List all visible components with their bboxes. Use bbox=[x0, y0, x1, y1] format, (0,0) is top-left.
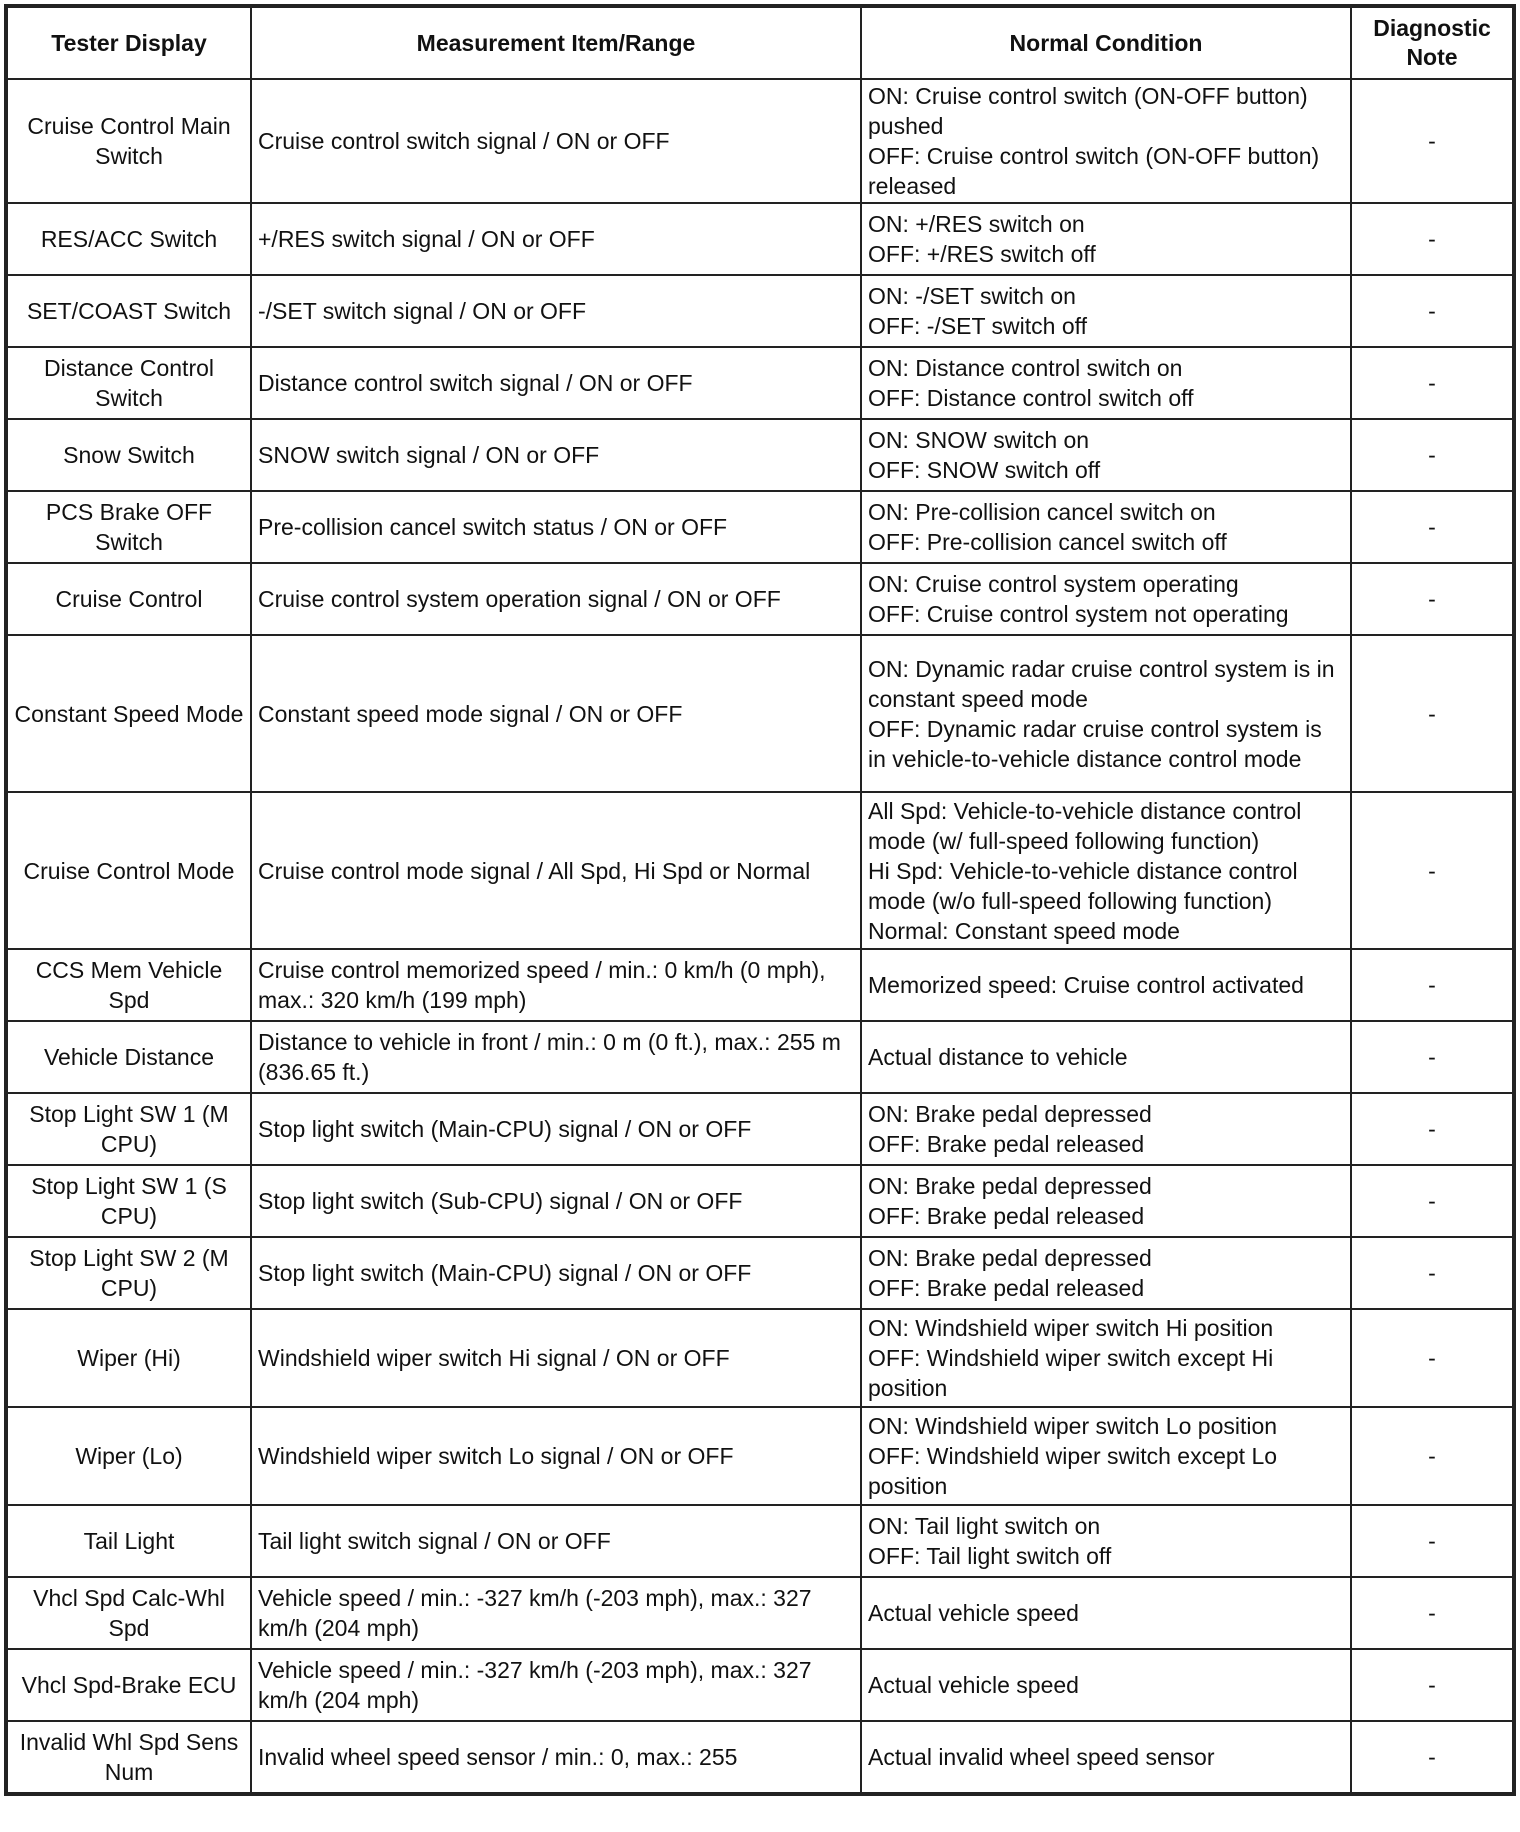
normal-condition-cell: ON: Distance control switch on OFF: Distance control switch off bbox=[861, 347, 1351, 419]
table-row bbox=[7, 1577, 1513, 1649]
tester-display-cell: SET/COAST Switch bbox=[7, 275, 251, 347]
tester-display-cell: Wiper (Hi) bbox=[7, 1309, 251, 1407]
diagnostic-note-cell: - bbox=[1351, 79, 1513, 203]
measurement-cell: Pre-collision cancel switch status / ON or OFF bbox=[251, 491, 861, 563]
diagnostic-note-cell: - bbox=[1351, 275, 1513, 347]
table-row bbox=[7, 1093, 1513, 1165]
table-header bbox=[7, 7, 1513, 79]
diagnostic-note-cell: - bbox=[1351, 1721, 1513, 1793]
measurement-cell: Invalid wheel speed sensor / min.: 0, max.: 255 bbox=[251, 1721, 861, 1793]
header-diagnostic-note: Diagnostic Note bbox=[1351, 7, 1513, 79]
tester-display-cell: Vhcl Spd Calc-Whl Spd bbox=[7, 1577, 251, 1649]
tester-display-cell: Invalid Whl Spd Sens Num bbox=[7, 1721, 251, 1793]
table-row bbox=[7, 1309, 1513, 1407]
tester-display-cell: Stop Light SW 1 (M CPU) bbox=[7, 1093, 251, 1165]
diagnostic-note-cell: - bbox=[1351, 1021, 1513, 1093]
table-row bbox=[7, 1649, 1513, 1721]
measurement-cell: Stop light switch (Sub-CPU) signal / ON or OFF bbox=[251, 1165, 861, 1237]
measurement-cell: Cruise control memorized speed / min.: 0 km/h (0 mph), max.: 320 km/h (199 mph) bbox=[251, 949, 861, 1021]
measurement-cell: Cruise control system operation signal / ON or OFF bbox=[251, 563, 861, 635]
measurement-cell: SNOW switch signal / ON or OFF bbox=[251, 419, 861, 491]
measurement-cell: Distance to vehicle in front / min.: 0 m (0 ft.), max.: 255 m (836.65 ft.) bbox=[251, 1021, 861, 1093]
header-row bbox=[7, 7, 1513, 79]
normal-condition-cell: ON: -/SET switch on OFF: -/SET switch off bbox=[861, 275, 1351, 347]
table-row bbox=[7, 79, 1513, 203]
normal-condition-cell: Memorized speed: Cruise control activated bbox=[861, 949, 1351, 1021]
measurement-cell: Stop light switch (Main-CPU) signal / ON or OFF bbox=[251, 1093, 861, 1165]
normal-condition-cell: ON: Brake pedal depressed OFF: Brake pedal released bbox=[861, 1165, 1351, 1237]
normal-condition-cell: ON: Brake pedal depressed OFF: Brake pedal released bbox=[861, 1237, 1351, 1309]
header-normal-condition: Normal Condition bbox=[861, 7, 1351, 79]
diagnostic-note-cell: - bbox=[1351, 1505, 1513, 1577]
table-row bbox=[7, 275, 1513, 347]
tester-display-cell: Cruise Control Mode bbox=[7, 792, 251, 949]
table-row bbox=[7, 563, 1513, 635]
tester-display-cell: CCS Mem Vehicle Spd bbox=[7, 949, 251, 1021]
diagnostic-data-table bbox=[6, 6, 1514, 1794]
tester-display-cell: Constant Speed Mode bbox=[7, 635, 251, 792]
normal-condition-cell: ON: Tail light switch on OFF: Tail light switch off bbox=[861, 1505, 1351, 1577]
normal-condition-cell: All Spd: Vehicle-to-vehicle distance control mode (w/ full-speed following function) Hi Spd: Vehicle-to-vehicle distance control mode (w/o full-speed following function) Normal: Constant speed mode bbox=[861, 792, 1351, 949]
measurement-cell: Cruise control mode signal / All Spd, Hi Spd or Normal bbox=[251, 792, 861, 949]
measurement-cell: Vehicle speed / min.: -327 km/h (-203 mph), max.: 327 km/h (204 mph) bbox=[251, 1649, 861, 1721]
normal-condition-cell: Actual vehicle speed bbox=[861, 1577, 1351, 1649]
measurement-cell: Cruise control switch signal / ON or OFF bbox=[251, 79, 861, 203]
tester-display-cell: Stop Light SW 2 (M CPU) bbox=[7, 1237, 251, 1309]
diagnostic-note-cell: - bbox=[1351, 1407, 1513, 1505]
measurement-cell: Stop light switch (Main-CPU) signal / ON or OFF bbox=[251, 1237, 861, 1309]
tester-display-cell: Snow Switch bbox=[7, 419, 251, 491]
diagnostic-note-cell: - bbox=[1351, 949, 1513, 1021]
tester-display-cell: Cruise Control bbox=[7, 563, 251, 635]
measurement-cell: -/SET switch signal / ON or OFF bbox=[251, 275, 861, 347]
diagnostic-note-cell: - bbox=[1351, 1237, 1513, 1309]
table-row bbox=[7, 491, 1513, 563]
measurement-cell: Windshield wiper switch Lo signal / ON or OFF bbox=[251, 1407, 861, 1505]
table-row bbox=[7, 635, 1513, 792]
header-tester-display: Tester Display bbox=[7, 7, 251, 79]
table-row bbox=[7, 949, 1513, 1021]
tester-display-cell: PCS Brake OFF Switch bbox=[7, 491, 251, 563]
table-row bbox=[7, 1021, 1513, 1093]
measurement-cell: +/RES switch signal / ON or OFF bbox=[251, 203, 861, 275]
diagnostic-note-cell: - bbox=[1351, 1309, 1513, 1407]
table-row bbox=[7, 1237, 1513, 1309]
tester-display-cell: Vhcl Spd-Brake ECU bbox=[7, 1649, 251, 1721]
diagnostic-note-cell: - bbox=[1351, 792, 1513, 949]
table-row bbox=[7, 1407, 1513, 1505]
normal-condition-cell: ON: Cruise control switch (ON-OFF button) pushed OFF: Cruise control switch (ON-OFF button) released bbox=[861, 79, 1351, 203]
normal-condition-cell: Actual invalid wheel speed sensor bbox=[861, 1721, 1351, 1793]
normal-condition-cell: ON: +/RES switch on OFF: +/RES switch off bbox=[861, 203, 1351, 275]
tester-display-cell: Stop Light SW 1 (S CPU) bbox=[7, 1165, 251, 1237]
diagnostic-note-cell: - bbox=[1351, 1165, 1513, 1237]
tester-display-cell: Wiper (Lo) bbox=[7, 1407, 251, 1505]
normal-condition-cell: ON: Windshield wiper switch Hi position OFF: Windshield wiper switch except Hi position bbox=[861, 1309, 1351, 1407]
diagnostic-note-cell: - bbox=[1351, 347, 1513, 419]
table-body bbox=[7, 79, 1513, 1793]
table-row bbox=[7, 1165, 1513, 1237]
diagnostic-note-cell: - bbox=[1351, 491, 1513, 563]
header-measurement-item: Measurement Item/Range bbox=[251, 7, 861, 79]
tester-display-cell: RES/ACC Switch bbox=[7, 203, 251, 275]
normal-condition-cell: ON: SNOW switch on OFF: SNOW switch off bbox=[861, 419, 1351, 491]
diagnostic-note-cell: - bbox=[1351, 1093, 1513, 1165]
diagnostic-note-cell: - bbox=[1351, 419, 1513, 491]
diagnostic-note-cell: - bbox=[1351, 635, 1513, 792]
measurement-cell: Vehicle speed / min.: -327 km/h (-203 mph), max.: 327 km/h (204 mph) bbox=[251, 1577, 861, 1649]
normal-condition-cell: ON: Dynamic radar cruise control system is in constant speed mode OFF: Dynamic radar cruise control system is in vehicle-to-vehicle distance control mode bbox=[861, 635, 1351, 792]
measurement-cell: Windshield wiper switch Hi signal / ON or OFF bbox=[251, 1309, 861, 1407]
tester-display-cell: Cruise Control Main Switch bbox=[7, 79, 251, 203]
table-row bbox=[7, 1721, 1513, 1793]
normal-condition-cell: ON: Brake pedal depressed OFF: Brake pedal released bbox=[861, 1093, 1351, 1165]
diagnostic-note-cell: - bbox=[1351, 1577, 1513, 1649]
table-row bbox=[7, 1505, 1513, 1577]
tester-display-cell: Tail Light bbox=[7, 1505, 251, 1577]
table-row bbox=[7, 347, 1513, 419]
normal-condition-cell: ON: Pre-collision cancel switch on OFF: Pre-collision cancel switch off bbox=[861, 491, 1351, 563]
table-row bbox=[7, 792, 1513, 949]
table-row bbox=[7, 419, 1513, 491]
measurement-cell: Tail light switch signal / ON or OFF bbox=[251, 1505, 861, 1577]
normal-condition-cell: ON: Cruise control system operating OFF: Cruise control system not operating bbox=[861, 563, 1351, 635]
table-row bbox=[7, 203, 1513, 275]
diagnostic-note-cell: - bbox=[1351, 203, 1513, 275]
normal-condition-cell: Actual vehicle speed bbox=[861, 1649, 1351, 1721]
normal-condition-cell: ON: Windshield wiper switch Lo position OFF: Windshield wiper switch except Lo position bbox=[861, 1407, 1351, 1505]
measurement-cell: Distance control switch signal / ON or OFF bbox=[251, 347, 861, 419]
diagnostic-note-cell: - bbox=[1351, 1649, 1513, 1721]
tester-display-cell: Distance Control Switch bbox=[7, 347, 251, 419]
tester-display-cell: Vehicle Distance bbox=[7, 1021, 251, 1093]
normal-condition-cell: Actual distance to vehicle bbox=[861, 1021, 1351, 1093]
diagnostic-note-cell: - bbox=[1351, 563, 1513, 635]
measurement-cell: Constant speed mode signal / ON or OFF bbox=[251, 635, 861, 792]
